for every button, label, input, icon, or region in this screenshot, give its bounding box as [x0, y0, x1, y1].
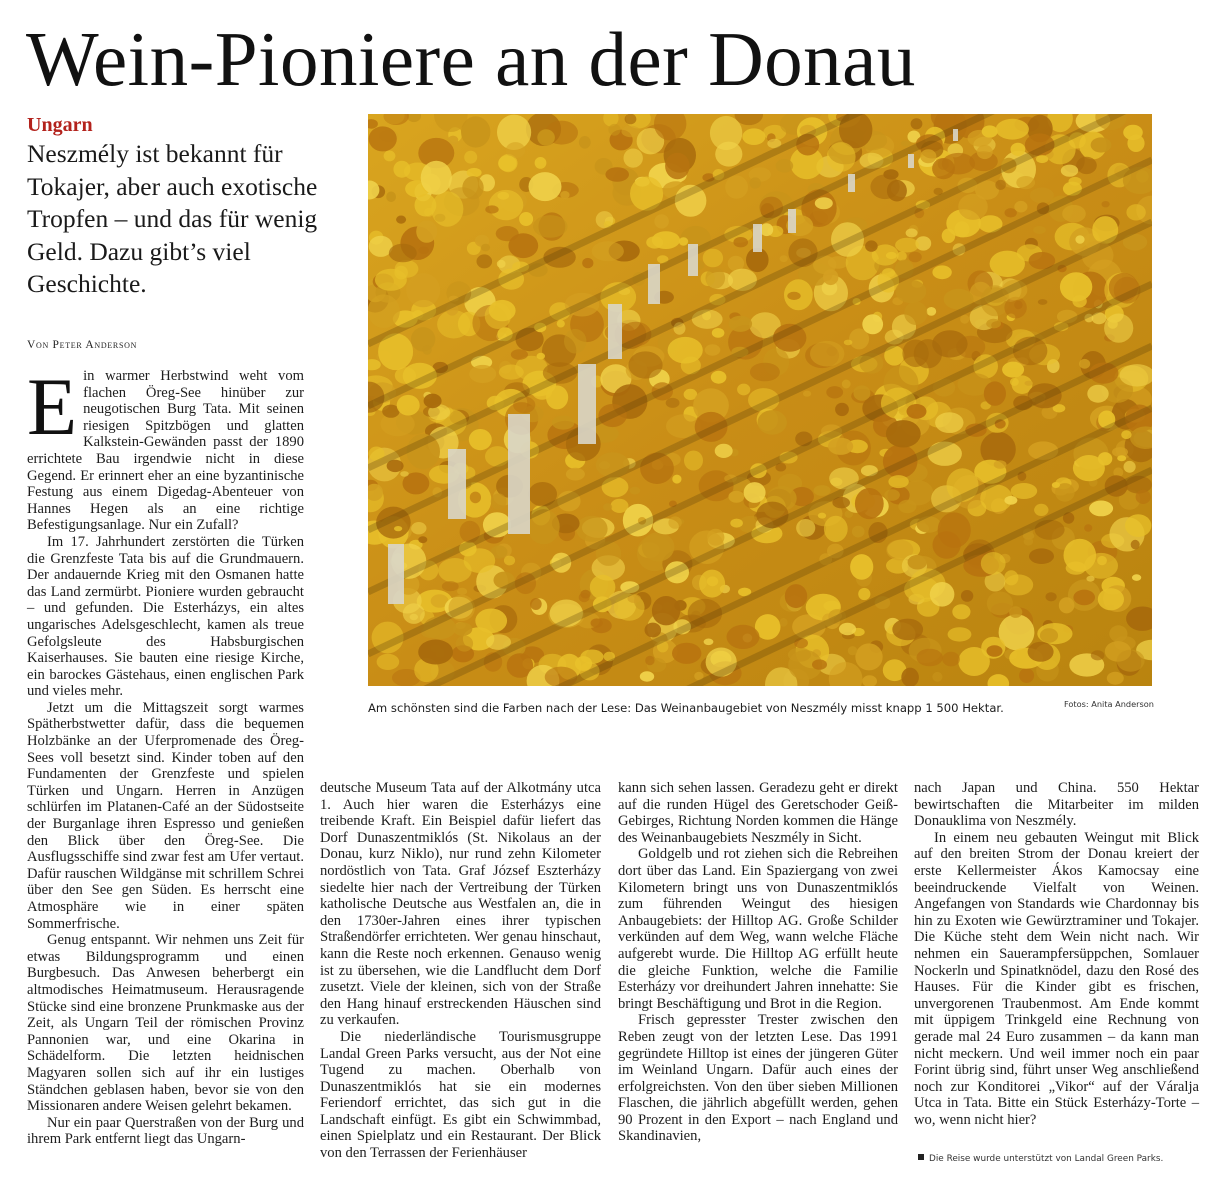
paragraph: kann sich sehen lassen. Geradezu geht er direkt auf die runden Hügel des Geretschoder Geiß-Gebirges, Richtung Norden kommen die Hänge des Weinanbaugebiets Neszmély in Sicht.	[618, 780, 898, 846]
square-bullet-icon	[918, 1154, 924, 1160]
paragraph: Im 17. Jahrhundert zerstörten die Türken die Grenzfeste Tata bis auf die Grundmauern. Der andauernde Krieg mit den Osmanen hatte das Land zermürbt. Pioniere wurden gebraucht – und gefunden. Die Esterházys, ein altes ungarisches Adelsgeschlecht, kamen als treue Gefolgsleute des Habsburgischen Kaiserhauses. Sie bauten eine riesige Kirche, ein barockes Gästehaus, einen englischen Park und vieles mehr.	[27, 533, 304, 700]
article-column-4	[914, 780, 1199, 1128]
drop-cap: E	[27, 361, 78, 452]
paragraph	[27, 361, 304, 534]
article-column-2	[320, 780, 601, 1162]
photo-caption-block	[368, 697, 1154, 716]
paragraph: Goldgelb und rot ziehen sich die Rebreihen dort über das Land. Ein Spaziergang von zwei Kilometern bringt uns von Dunaszentmiklós zum führenden Weingut des hiesigen Anbaugebiets: der Hilltop AG. Große Schilder verkünden auf dem Weg, wann welche Fläche aufgerebt wurde. Die Hilltop AG erfüllt heute die gleiche Funktion, welche die Familie Esterházy vor dreihundert Jahren innehatte: Sie bringt Beschäftigung und Brot in die Region.	[618, 846, 898, 1012]
paragraph: Genug entspannt. Wir nehmen uns Zeit für etwas Bildungsprogramm und einen Burgbesuch. Das Anwesen beherbergt ein altmodisches Heimatmuseum. Herausragende Stücke sind eine bronzene Prunkmaske aus der Zeit, als Ungarn Teil der römischen Provinz Pannonien war, und eine Okarina in Schädelform. Die letzten heidnischen Magyaren sollen sich auf ihr ein lustiges Ständchen geblasen haben, bevor sie von den Missionaren andere Weisen gelehrt bekamen.	[27, 932, 304, 1115]
article-teaser: Neszmély ist bekannt für Tokajer, aber auch exotische Tropfen – und das für wenig Geld. Dazu gibt’s viel Geschichte.	[27, 139, 318, 298]
travel-footnote	[918, 1154, 1163, 1164]
vineyard-photo	[368, 114, 1152, 686]
article-column-3	[618, 780, 898, 1145]
photo-credit: Fotos: Anita Anderson	[1063, 699, 1154, 709]
article-kicker: Ungarn	[27, 114, 93, 136]
paragraph: Die niederländische Tourismusgruppe Landal Green Parks versucht, aus der Not eine Tugend zu machen. Oberhalb von Dunaszentmiklós hat sie ein modernes Feriendorf errichtet, das sich gut in die Landschaft einfügt. Es gibt ein Schwimmbad, einen Spielplatz und ein Restaurant. Der Blick von den Terrassen der Ferienhäuser	[320, 1028, 601, 1162]
paragraph: deutsche Museum Tata auf der Alkotmány utca 1. Auch hier waren die Esterházys eine treibende Kraft. Ein Beispiel dafür liefert das Dorf Dunaszentmiklós (St. Nikolaus an der Donau, kurz Niklo), nur rund zehn Kilometer nordöstlich von Tata. Graf József Eszterházy siedelte hier nach der Vertreibung der Türken katholische Deutsche aus Westfalen an, die in den 1730er-Jahren eines ihrer typischen Straßendörfer errichteten. Wer genau hinschaut, kann die Reste noch erkennen. Genauso wenig ist zu übersehen, wie die Landflucht dem Dorf zusetzt. Viele der kleinen, sich von der Straße den Hang hinauf erstreckenden Häuschen sind zu verkaufen.	[320, 780, 601, 1029]
article-headline: Wein-Pioniere an der Donau	[26, 16, 916, 102]
paragraph-text: in warmer Herbstwind weht vom flachen Öreg-See hinüber zur neugotischen Burg Tata. Mit seinen riesigen Spitzbögen und glatten Kalkstein-Gewänden passt der 1890 errichtete Bau irgendwie nicht in diese Gegend. Er erinnert eher an eine byzantinische Festung aus einem Digedag-Abenteuer von Hannes Hegen als an eine richtige Befestigungsanlage. Nur ein Zufall?	[27, 368, 304, 534]
paragraph: Nur ein paar Querstraßen von der Burg und ihrem Park entfernt liegt das Ungarn-	[27, 1114, 304, 1148]
paragraph: nach Japan und China. 550 Hektar bewirtschaften die Mitarbeiter im milden Donauklima von Neszmély.	[914, 780, 1199, 830]
paragraph: Frisch gepresster Trester zwischen den Reben zeugt von der letzten Lese. Das 1991 gegründete Hilltop ist eines der jüngeren Güter im Weinland Ungarn. Dafür auch eines der erfolgreichsten. Von den über sieben Millionen Flaschen, die jährlich abgefüllt werden, gehen 90 Prozent in den Export – nach England und Skandinavien,	[618, 1012, 898, 1145]
photo-caption: Am schönsten sind die Farben nach der Lese: Das Weinanbaugebiet von Neszmély misst knapp 1 500 Hektar.	[368, 701, 1004, 715]
paragraph: Jetzt um die Mittagszeit sorgt warmes Spätherbstwetter dafür, dass die bequemen Holzbänke an der Uferpromenade des Öreg-Sees voll besetzt sind. Kinder toben auf den Fundamenten der Grenzfeste und spielen Türken und Ungarn. Herren in Anzügen schlürfen im Platanen-Café an der Südostseite der Burganlage ihren Espresso und genießen den Blick über den Öreg-See. Die Ausflugsschiffe sind zwar fest am Ufer vertaut. Dafür rauschen Wildgänse mit schrillem Schrei über den See gen Süden. Es herrscht eine Atmosphäre wie in einer späten Sommerfrische.	[27, 699, 304, 932]
article-byline: Von Peter Anderson	[27, 339, 138, 351]
article-column-1	[27, 361, 304, 1148]
vineyard-image	[368, 114, 1152, 686]
footnote-text: Die Reise wurde unterstützt von Landal Green Parks.	[929, 1154, 1164, 1164]
paragraph: In einem neu gebauten Weingut mit Blick auf den breiten Strom der Donau kreiert der erste Kellermeister Ákos Kamocsay eine beeindruckende Vielfalt von Weinen. Angefangen von Standards wie Chardonnay bis hin zu Exoten wie Gewürztraminer und Tokajer. Die Küche steht dem Wein nicht nach. Wir nehmen ein Sauerampfersüppchen, Somlauer Nockerln und Spinatknödel, dazu den Rosé des Hauses. Für die Kinder gibt es frischen, unvergorenen Traubenmost. Am Ende kommt mit üppigem Trinkgeld eine Rechnung von gerade mal 24 Euro zusammen – da kann man nicht meckern. Und weil immer noch ein paar Forint übrig sind, führt unser Weg anschließend noch zur Konditorei „Vikor“ auf der Váralja Utca in Tata. Bitte ein Stück Esterházy-Torte – wo, wenn nicht hier?	[914, 829, 1199, 1128]
